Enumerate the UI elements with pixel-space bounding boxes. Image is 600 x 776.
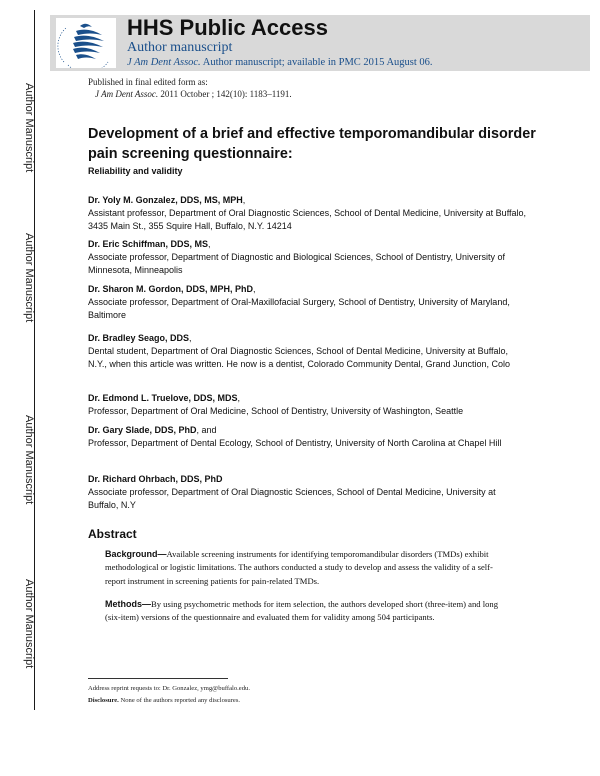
background-label: Background— <box>105 549 167 559</box>
author-name: Dr. Richard Ohrbach, DDS, PhD <box>88 474 223 484</box>
author-block <box>88 424 528 450</box>
citation-journal: J Am Dent Assoc. <box>95 89 159 99</box>
author-name: Dr. Gary Slade, DDS, PhD <box>88 425 197 435</box>
journal-name: J Am Dent Assoc. <box>127 57 201 68</box>
hhs-eagle-logo-icon <box>56 18 116 68</box>
author-affiliation: Professor, Department of Dental Ecology, School of Dentistry, University of North Carolina at Chapel Hill <box>88 438 502 449</box>
abstract-methods <box>105 598 505 625</box>
author-affiliation: Associate professor, Department of Oral-Maxillofacial Surgery, School of Dentistry, University of Maryland, Baltimore <box>88 297 510 321</box>
abstract-heading: Abstract <box>88 527 137 541</box>
availability-text: Author manuscript; available in PMC 2015 August 06. <box>200 57 433 68</box>
author-suffix: , <box>189 333 192 343</box>
author-suffix: , <box>237 393 241 403</box>
citation-details: 2011 October ; 142(10): 1183–1191. <box>158 89 292 99</box>
author-name: Dr. Edmond L. Truelove, DDS, MDS <box>88 393 238 403</box>
journal-availability-line <box>127 57 433 68</box>
logo-frame <box>56 18 116 68</box>
address-footnote: Address reprint requests to: Dr. Gonzalez, ymg@buffalo.edu. <box>88 685 250 692</box>
author-name: Dr. Bradley Seago, DDS <box>88 333 190 343</box>
disclosure-label: Disclosure. <box>88 697 119 704</box>
author-block <box>88 238 528 278</box>
author-suffix: , <box>253 284 256 294</box>
author-suffix: , <box>208 239 211 249</box>
methods-label: Methods— <box>105 599 151 609</box>
published-form-note: Published in final edited form as: <box>88 77 208 87</box>
author-block <box>88 283 528 323</box>
author-suffix: , <box>242 195 246 205</box>
author-block <box>88 194 528 234</box>
author-name: Dr. Yoly M. Gonzalez, DDS, MS, MPH <box>88 195 243 205</box>
abstract-background <box>105 548 505 588</box>
side-label-2: Author Manuscript <box>23 233 35 323</box>
hhs-public-access-title: HHS Public Access <box>127 15 328 40</box>
side-label-1: Author Manuscript <box>23 83 35 173</box>
side-label-3: Author Manuscript <box>23 415 35 505</box>
disclosure-text: None of the authors reported any disclosures. <box>118 697 241 704</box>
author-affiliation: Professor, Department of Oral Medicine, School of Dentistry, University of Washington, Seattle <box>88 406 464 417</box>
author-name: Dr. Sharon M. Gordon, DDS, MPH, PhD <box>88 284 254 294</box>
publication-citation <box>95 89 292 99</box>
author-affiliation: Associate professor, Department of Oral Diagnostic Sciences, School of Dental Medicine, University at Buffalo, N.Y <box>88 487 496 511</box>
footnote-divider <box>88 678 228 679</box>
author-manuscript-label: Author manuscript <box>127 40 233 55</box>
background-text: Available screening instruments for identifying temporomandibular disorders (TMDs) exhibit methodological or logistic limitations. The authors conducted a study to develop and assess the validity of a self-report instrument in screening patients for pain-related TMDs. <box>105 549 493 586</box>
author-affiliation: Assistant professor, Department of Oral Diagnostic Sciences, School of Dental Medicine, University at Buffalo, 3435 Main St., 355 Squire Hall, Buffalo, N.Y. 14214 <box>88 208 527 232</box>
side-label-4: Author Manuscript <box>23 579 35 669</box>
methods-text: By using psychometric methods for item selection, the authors developed short (three-item) and long (six-item) versions of the questionnaire and evaluated them for validity among 504 participants. <box>105 599 499 623</box>
article-title: Development of a brief and effective temporomandibular disorder pain screening questionnaire: <box>88 126 536 162</box>
author-block <box>88 332 528 372</box>
disclosure-footnote <box>88 697 240 704</box>
author-name: Dr. Eric Schiffman, DDS, MS <box>88 239 209 249</box>
author-block <box>88 473 528 513</box>
author-suffix: , and <box>196 425 217 435</box>
author-affiliation: Associate professor, Department of Diagnostic and Biological Sciences, School of Dentistry, University of Minnesota, Minneapolis <box>88 252 506 276</box>
author-affiliation: Dental student, Department of Oral Diagnostic Sciences, School of Dental Medicine, University at Buffalo, N.Y., when this article was written. He now is a dentist, Colorado Community Dental, Grand Junction, Colo <box>88 346 511 370</box>
author-block <box>88 392 528 418</box>
article-subtitle: Reliability and validity <box>88 166 183 176</box>
